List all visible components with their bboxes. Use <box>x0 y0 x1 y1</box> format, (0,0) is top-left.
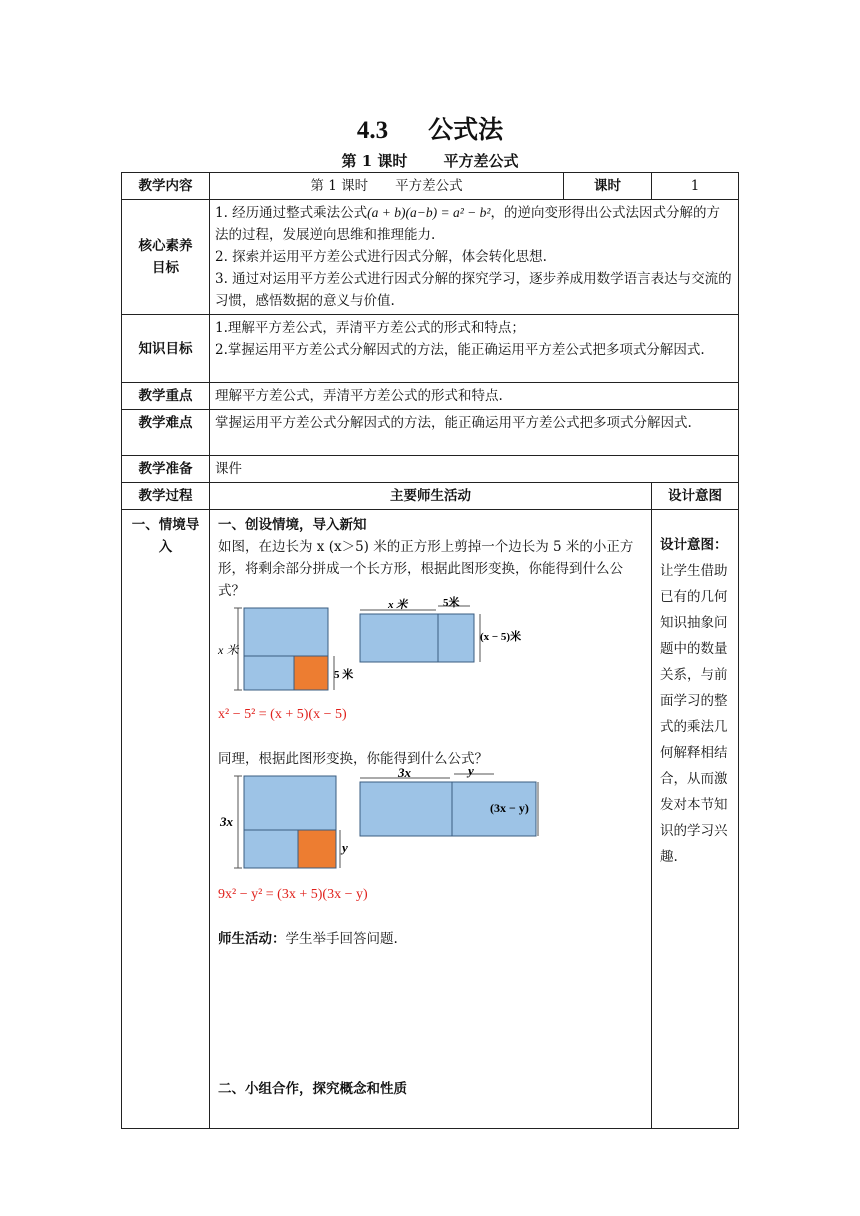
row-process <box>122 510 739 1129</box>
title-text: 公式法 <box>428 115 504 144</box>
page-title <box>0 110 860 146</box>
fig1-rectangle <box>360 614 474 662</box>
label-prep: 教学准备 <box>122 456 210 483</box>
label-period: 课时 <box>564 173 652 200</box>
header-intent: 设计意图 <box>652 483 739 510</box>
activity-line <box>218 928 643 950</box>
row-prep <box>122 456 739 483</box>
label-knowledge: 知识目标 <box>122 315 210 383</box>
fig1-small-square <box>294 656 328 690</box>
row-key <box>122 383 739 410</box>
row-process-header <box>122 483 739 510</box>
label-literacy-2: 目标 <box>152 260 179 276</box>
knowledge-item-1: 1.理解平方差公式，弄清平方差公式的形式和特点； <box>215 320 525 336</box>
page-subtitle <box>0 150 860 171</box>
fig2-small-label: y <box>342 840 348 855</box>
period-value: 1 <box>652 173 739 200</box>
section1-title: 一、创设情境，导入新知 <box>218 517 367 533</box>
label-key: 教学重点 <box>122 383 210 410</box>
intent-cell <box>652 510 739 1129</box>
fig2-top-y-label: y <box>468 763 474 778</box>
key-content: 理解平方差公式，弄清平方差公式的形式和特点. <box>210 383 739 410</box>
section2-title: 二、小组合作，探究概念和性质 <box>218 1081 407 1097</box>
row-difficult <box>122 410 739 456</box>
literacy-item-3: 3. 通过对运用平方差公式进行因式分解的探究学习，逐步养成用数学语言表达与交流的习惯，感悟数据的意义与价值. <box>215 271 732 309</box>
label-content: 教学内容 <box>122 173 210 200</box>
formula-1: x² − 5² = (x + 5)(x − 5) <box>218 707 347 722</box>
fig2-small-square <box>298 830 336 868</box>
para-1: 如图，在边长为 x (x＞5) 米的正方形上剪掉一个边长为 5 米的小正方形，将剩余部分拼成一个长方形，根据此图形变换，你能得到什么公式？ <box>218 539 634 599</box>
title-number: 4.3 <box>356 117 389 144</box>
literacy-content <box>210 200 739 315</box>
header-activity: 主要师生活动 <box>210 483 652 510</box>
figure-1 <box>218 597 548 696</box>
knowledge-item-2: 2.掌握运用平方差公式分解因式的方法，能正确运用平方差公式把多项式分解因式. <box>215 342 705 358</box>
label-difficult: 教学难点 <box>122 410 210 456</box>
para-2: 同理，根据此图形变换，你能得到什么公式？ <box>218 751 488 767</box>
fig1-right-label: (x − 5)米 <box>480 631 522 643</box>
intent-label: 设计意图： <box>660 537 728 553</box>
prep-content: 课件 <box>210 456 739 483</box>
label-literacy-1: 核心素养 <box>138 238 193 254</box>
row-knowledge <box>122 315 739 383</box>
fig1-top-x-label: x 米 <box>388 599 408 611</box>
difficult-content: 掌握运用平方差公式分解因式的方法，能正确运用平方差公式把多项式分解因式. <box>210 410 739 456</box>
stage-label: 一、情境导入 <box>122 510 210 1129</box>
literacy-item-1: 1. 经历通过整式乘法公式(a + b)(a−b) = a² − b²，的逆向变形得出公式法因式分解的方法的过程，发展逆向思维和推理能力. <box>215 205 720 243</box>
row-literacy <box>122 200 739 315</box>
fig1-top-5-label: 5米 <box>443 597 460 609</box>
fig2-left-label: 3x <box>220 814 233 829</box>
lesson-plan-table <box>121 172 739 1129</box>
knowledge-content <box>210 315 739 383</box>
row-content <box>122 173 739 200</box>
subtitle-topic: 平方差公式 <box>443 152 519 170</box>
activity-label: 师生活动： <box>218 931 286 947</box>
figure-2 <box>218 763 548 874</box>
fig1-small-label: 5 米 <box>334 669 354 681</box>
fig2-top-3x-label: 3x <box>398 765 411 780</box>
fig1-left-label: x 米 <box>218 643 239 657</box>
label-literacy <box>122 200 210 315</box>
activity-text: 学生举手回答问题. <box>285 931 398 947</box>
content-value: 第 1 课时 平方差公式 <box>210 173 564 200</box>
subtitle-lesson: 第 1 课时 <box>341 152 408 170</box>
fig2-right-label: (3x − y) <box>490 801 529 815</box>
label-process: 教学过程 <box>122 483 210 510</box>
literacy-item-2: 2. 探索并运用平方差公式进行因式分解，体会转化思想. <box>215 249 547 265</box>
formula-2: 9x² − y² = (3x + 5)(3x − y) <box>218 887 368 902</box>
intent-text: 让学生借助已有的几何知识抽象问题中的数量关系，与前面学习的整式的乘法几何解释相结合，从而激发对本节知识的学习兴趣. <box>660 563 728 865</box>
activity-cell <box>210 510 652 1129</box>
